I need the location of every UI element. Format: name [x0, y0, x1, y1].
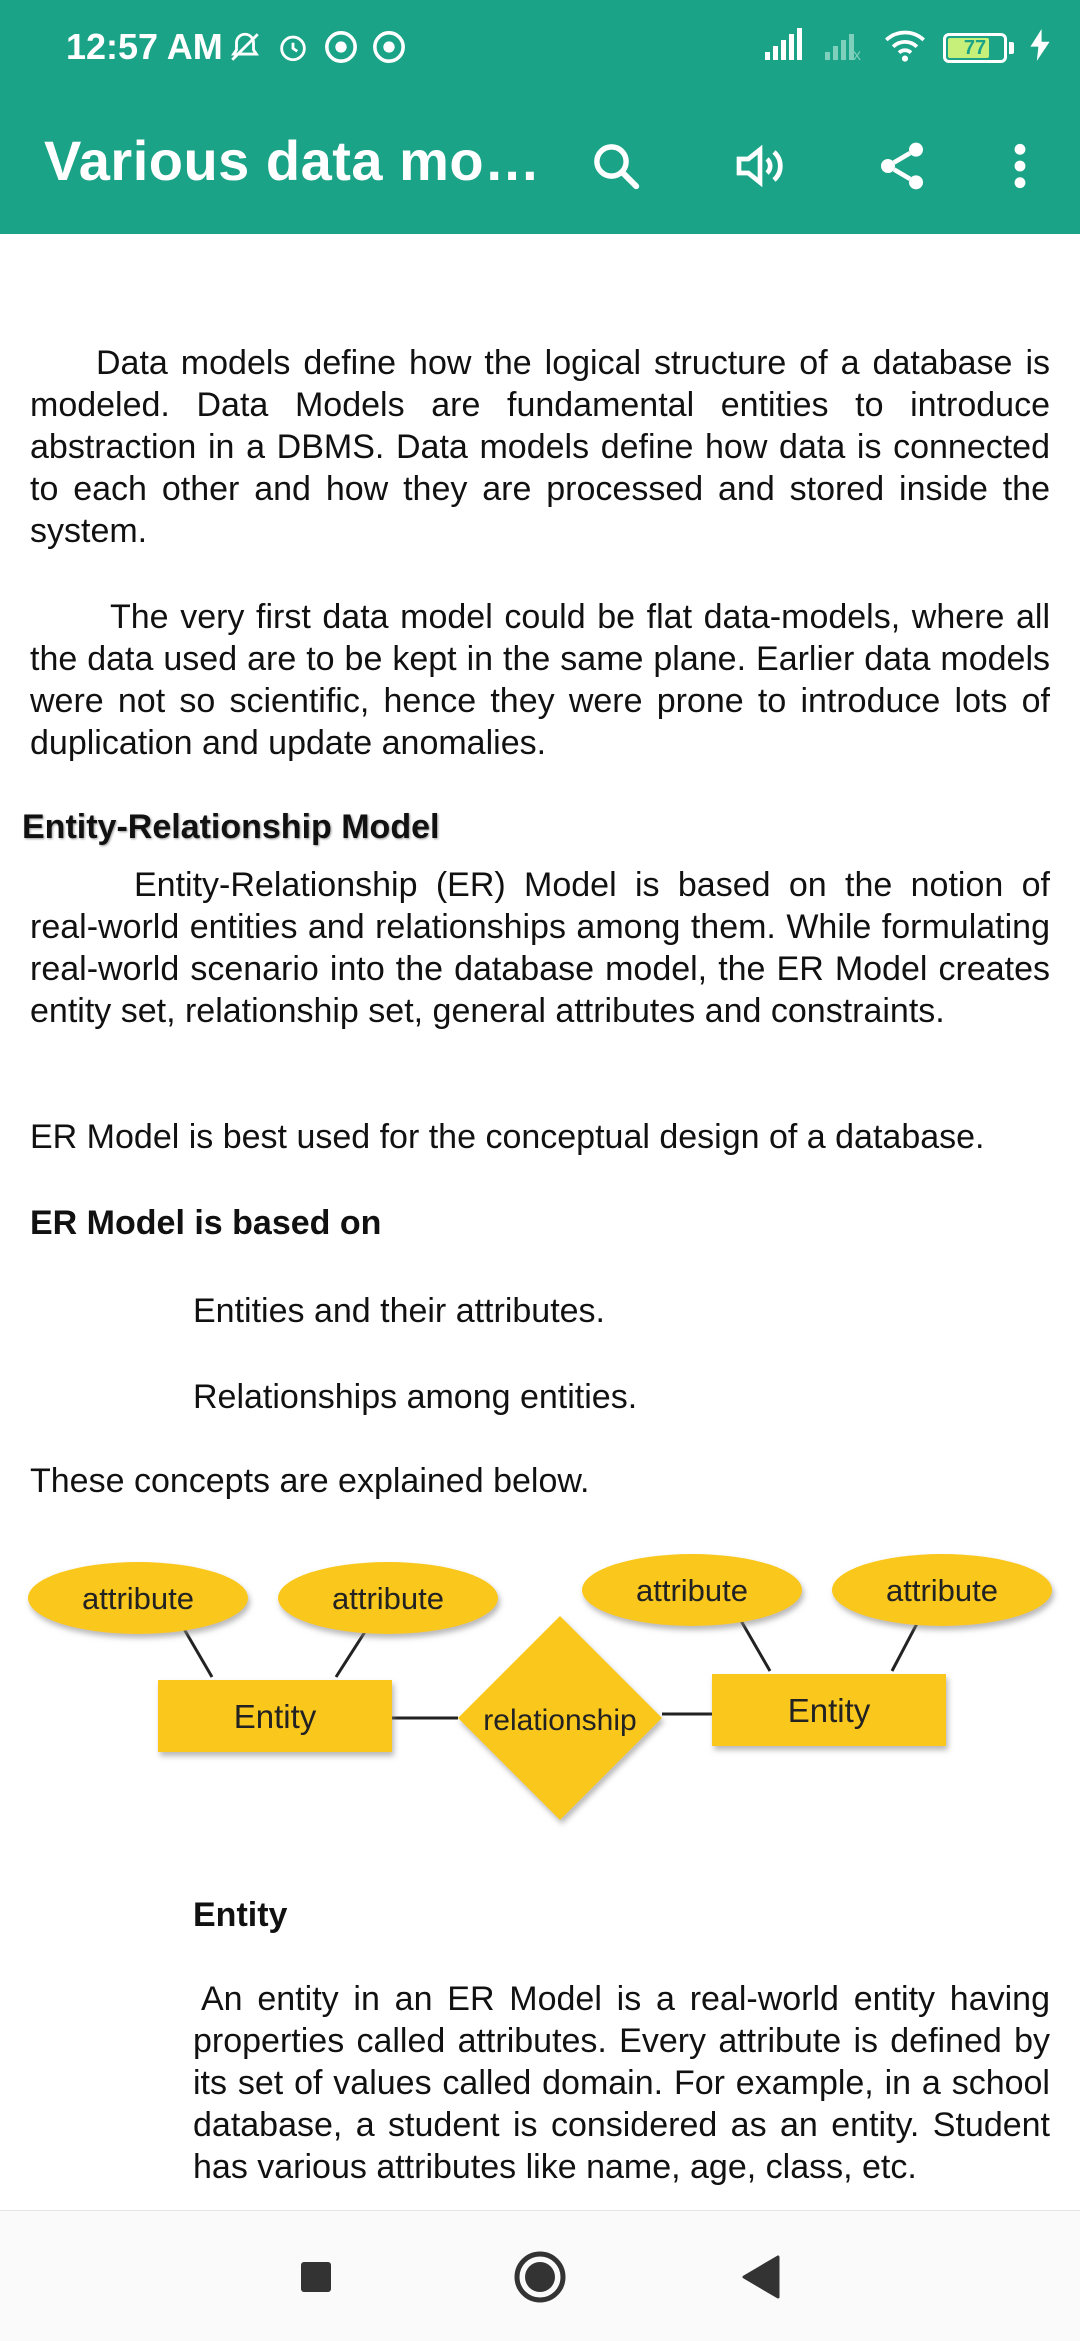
- paragraph-conceptual-design: ER Model is best used for the conceptual design of a database.: [30, 1118, 985, 1156]
- svg-text:x: x: [853, 47, 861, 62]
- paragraph-flat-models: The very first data model could be flat data-models, where all the data used are to be kept in the same plane. Earlier data models were not so scientific, hence they were prone to introduce lots of duplication and update anomalies.: [30, 598, 1050, 762]
- section-heading-er-model: Entity-Relationship Model: [22, 808, 440, 846]
- page-title: Various data mo…: [44, 129, 541, 192]
- battery-tip: [1009, 42, 1014, 54]
- er-based-on-heading: ER Model is based on: [30, 1204, 382, 1242]
- back-button[interactable]: [730, 2245, 794, 2309]
- app-notification-icon: [372, 30, 406, 64]
- battery-icon: [943, 33, 1007, 63]
- more-options-button[interactable]: [984, 130, 1056, 202]
- attribute-label-2: attribute: [331, 1581, 445, 1616]
- search-icon: [589, 139, 643, 193]
- alarm-icon: [276, 30, 310, 64]
- signal-off-icon: [823, 28, 867, 67]
- share-icon: [874, 138, 930, 194]
- share-button[interactable]: [866, 130, 938, 202]
- charging-icon: [1030, 29, 1050, 66]
- list-item-entities: Entities and their attributes.: [193, 1292, 606, 1330]
- navigation-bar: [0, 2210, 1080, 2341]
- entity-label-right: Entity: [787, 1692, 871, 1729]
- signal-icon: [763, 28, 807, 67]
- circle-icon: [512, 2249, 568, 2305]
- square-icon: [299, 2260, 333, 2294]
- list-item-relationships: Relationships among entities.: [193, 1378, 638, 1416]
- paragraph-explained-below: These concepts are explained below.: [30, 1462, 590, 1500]
- attribute-label-3: attribute: [635, 1573, 749, 1608]
- mute-icon: [228, 30, 262, 64]
- home-button[interactable]: [508, 2245, 572, 2309]
- app-bar: [0, 100, 1080, 234]
- attribute-label-1: attribute: [81, 1581, 195, 1616]
- paragraph-er-model: Entity-Relationship (ER) Model is based on the notion of real-world entities and relationships among them. While formulating real-world scenario into the database model, the ER Model creates entity set, relationship set, general attributes and constraints.: [30, 866, 1050, 1030]
- status-bar: [0, 0, 1080, 100]
- entity-heading: Entity: [193, 1896, 288, 1934]
- paragraph-entity: An entity in an ER Model is a real-world entity having properties called attributes. Every attribute is defined by its set of values called domain. For example, in a school database, a student is considered as an entity. Student has various attributes like name, age, class, etc.: [193, 1980, 1050, 2186]
- system-icons: [763, 28, 1050, 67]
- attribute-label-4: attribute: [885, 1573, 999, 1608]
- recent-apps-button[interactable]: [284, 2245, 348, 2309]
- read-aloud-button[interactable]: [724, 130, 796, 202]
- article-content[interactable]: [0, 234, 1080, 2210]
- status-time: 12:57 AM: [66, 26, 223, 67]
- search-button[interactable]: [580, 130, 652, 202]
- volume-icon: [732, 138, 788, 194]
- entity-label-left: Entity: [233, 1698, 317, 1735]
- notification-icons: [228, 30, 406, 64]
- more-vert-icon: [1010, 141, 1030, 191]
- wifi-icon: [883, 28, 927, 67]
- battery-level: 77: [963, 36, 987, 59]
- app-notification-icon: [324, 30, 358, 64]
- relationship-label: relationship: [483, 1704, 637, 1737]
- er-diagram: [20, 1534, 1060, 1864]
- back-triangle-icon: [742, 2255, 782, 2299]
- paragraph-intro: Data models define how the logical structure of a database is modeled. Data Models are fundamental entities to introduce abstraction in a DBMS. Data models define how data is connected to each other and how they are processed and stored inside the system.: [30, 344, 1050, 550]
